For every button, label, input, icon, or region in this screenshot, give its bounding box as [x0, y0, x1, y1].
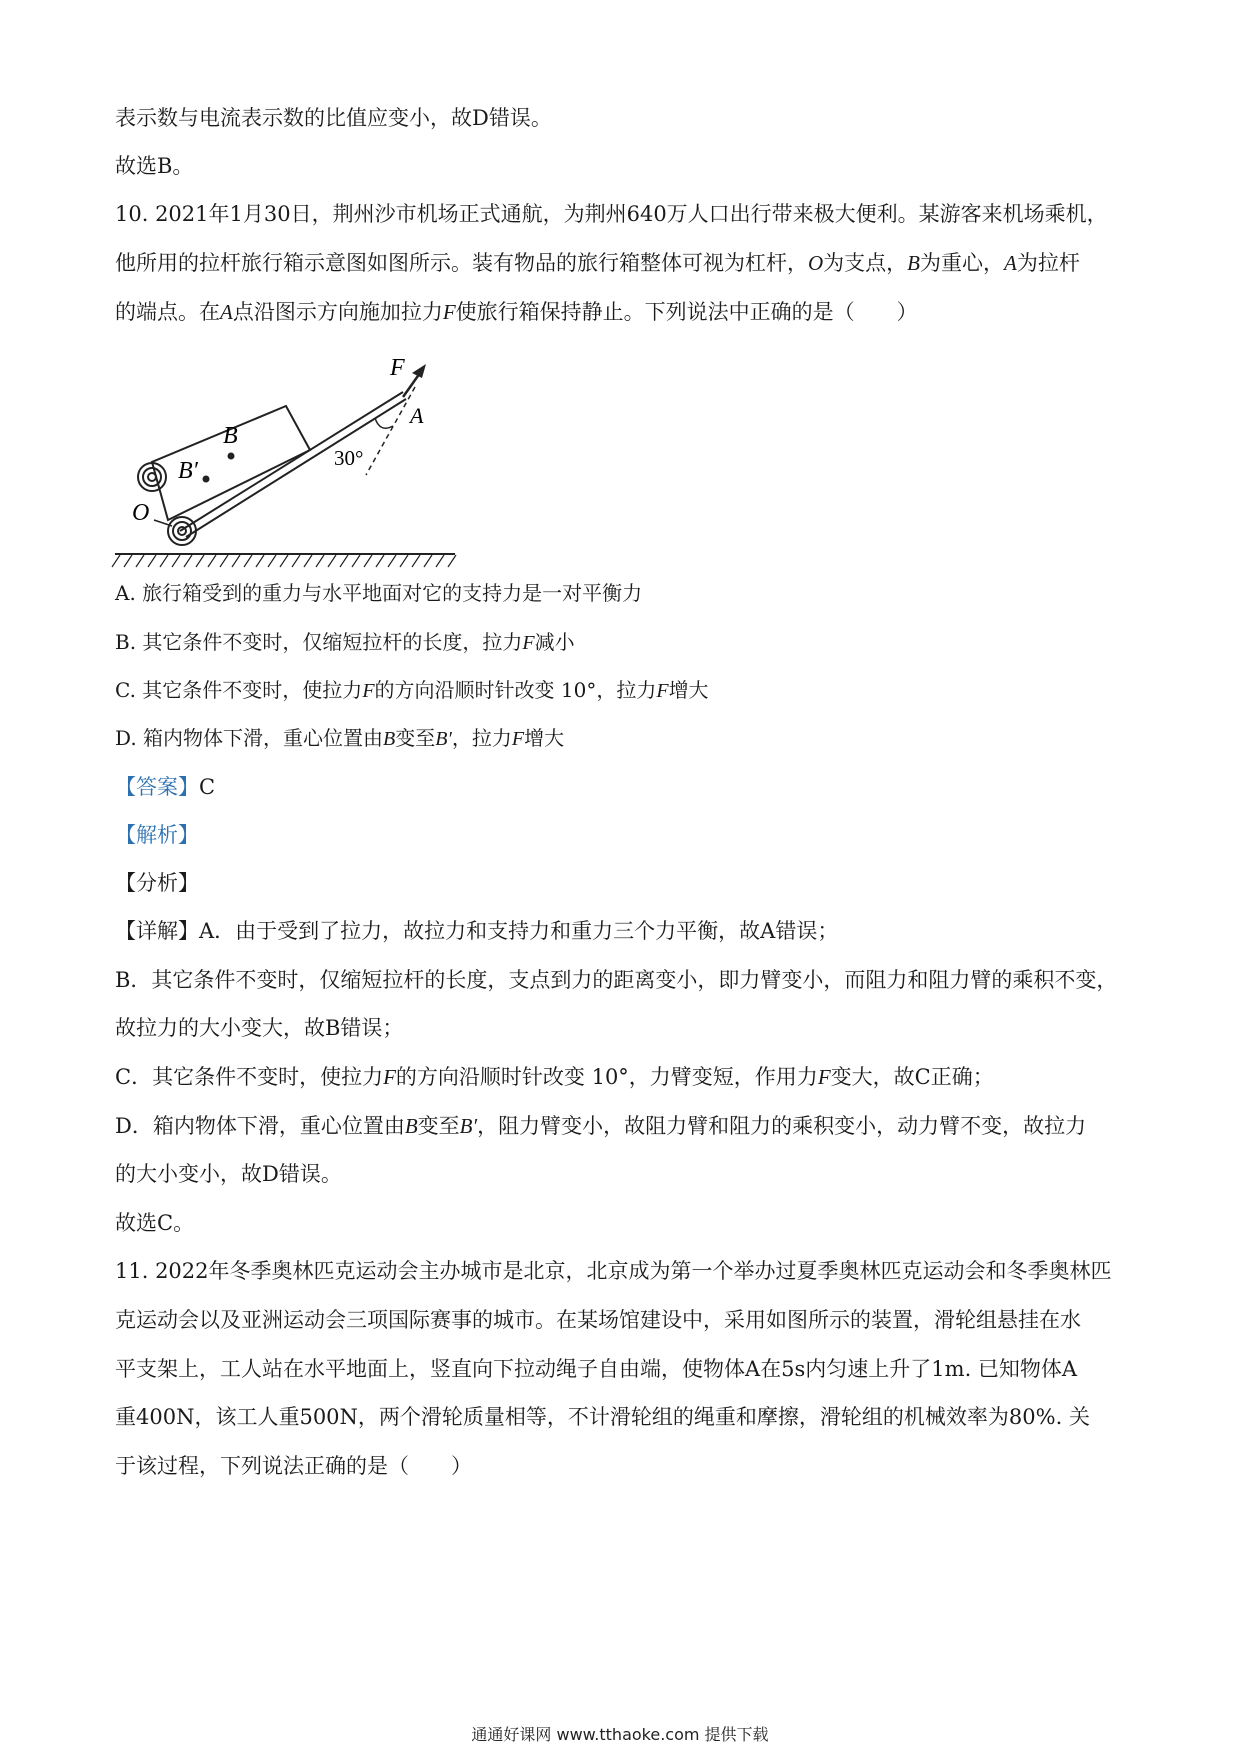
handle-rod — [180, 392, 403, 531]
point-B-dot — [228, 453, 235, 460]
detail-B-line1: B．其它条件不变时，仅缩短拉杆的长度，支点到力的距离变小，即力臂变小，而阻力和阻力臂的乘积不变， — [115, 968, 1118, 992]
option-B: B. 其它条件不变时，仅缩短拉杆的长度，拉力F减小 — [115, 630, 575, 654]
q11-stem-line3: 平支架上，工人站在水平地面上，竖直向下拉动绳子自由端，使物体A在5s内匀速上升了1m. 已知物体A — [115, 1357, 1078, 1381]
prev-choice: 故选B。 — [115, 154, 194, 178]
q10-stem-line3: 的端点。在A点沿图示方向施加拉力F使旅行箱保持静止。下列说法中正确的是（ ） — [115, 300, 918, 324]
q10-stem-line2: 他所用的拉杆旅行箱示意图如图所示。装有物品的旅行箱整体可视为杠杆，O为支点，B为重心，A为拉杆 — [115, 251, 1080, 275]
q10-stem-line1: 10. 2021年1月30日，荆州沙市机场正式通航，为荆州640万人口出行带来极大便利。某游客来机场乘机， — [115, 202, 1108, 226]
fenxi-label: 【分析】 — [115, 871, 199, 895]
label-Bprime: B′ — [178, 458, 198, 484]
suitcase-lever-diagram — [110, 345, 470, 570]
pivot-pointer — [154, 520, 172, 526]
top-wheel — [138, 463, 166, 491]
answer: 【答案】C — [115, 775, 216, 799]
label-O: O — [132, 500, 150, 526]
detail-D-line1: D．箱内物体下滑，重心位置由B变至B′，阻力臂变小，故阻力臂和阻力的乘积变小，动力臂不变，故拉力 — [115, 1114, 1087, 1138]
label-B: B — [223, 423, 238, 449]
detail-B-line2: 故拉力的大小变大，故B错误； — [115, 1016, 404, 1040]
option-A: A. 旅行箱受到的重力与水平地面对它的支持力是一对平衡力 — [115, 581, 643, 605]
prev-line: 表示数与电流表示数的比值应变小，故D错误。 — [115, 106, 552, 130]
option-C: C. 其它条件不变时，使拉力F的方向沿顺时针改变 10°，拉力F增大 — [115, 678, 709, 702]
q11-stem-line1: 11. 2022年冬季奥林匹克运动会主办城市是北京，北京成为第一个举办过夏季奥林匹克运动会和冬季奥林匹 — [115, 1259, 1112, 1283]
q11-stem-line4: 重400N，该工人重500N，两个滑轮质量相等，不计滑轮组的绳重和摩擦，滑轮组的机械效率为80%. 关 — [115, 1405, 1090, 1429]
option-D: D. 箱内物体下滑，重心位置由B变至B′，拉力F增大 — [115, 726, 565, 750]
handle-rod-inner — [186, 399, 406, 537]
label-A: A — [410, 403, 424, 428]
point-Bprime-dot — [203, 476, 210, 483]
analysis-label: 【解析】 — [115, 823, 199, 847]
ground-hatching — [112, 555, 456, 567]
force-arrowhead — [412, 364, 426, 378]
q10-choice: 故选C。 — [115, 1211, 195, 1235]
detail-A: 【详解】A．由于受到了拉力，故拉力和支持力和重力三个力平衡，故A错误； — [115, 919, 839, 943]
bottom-wheel — [168, 517, 196, 545]
angle-arc — [375, 418, 393, 428]
detail-C: C．其它条件不变时，使拉力F的方向沿顺时针改变 10°，力臂变短，作用力F变大，故C正确； — [115, 1065, 994, 1089]
label-angle: 30° — [334, 446, 364, 470]
detail-D-line2: 的大小变小，故D错误。 — [115, 1162, 342, 1186]
page-footer: 通通好课网 www.tthaoke.com 提供下载 — [471, 1725, 769, 1744]
q11-stem-line5: 于该过程，下列说法正确的是（ ） — [115, 1454, 472, 1478]
label-F: F — [390, 355, 405, 381]
force-arrow — [403, 373, 420, 397]
q11-stem-line2: 克运动会以及亚洲运动会三项国际赛事的城市。在某场馆建设中，采用如图所示的装置，滑轮组悬挂在水 — [115, 1308, 1081, 1332]
